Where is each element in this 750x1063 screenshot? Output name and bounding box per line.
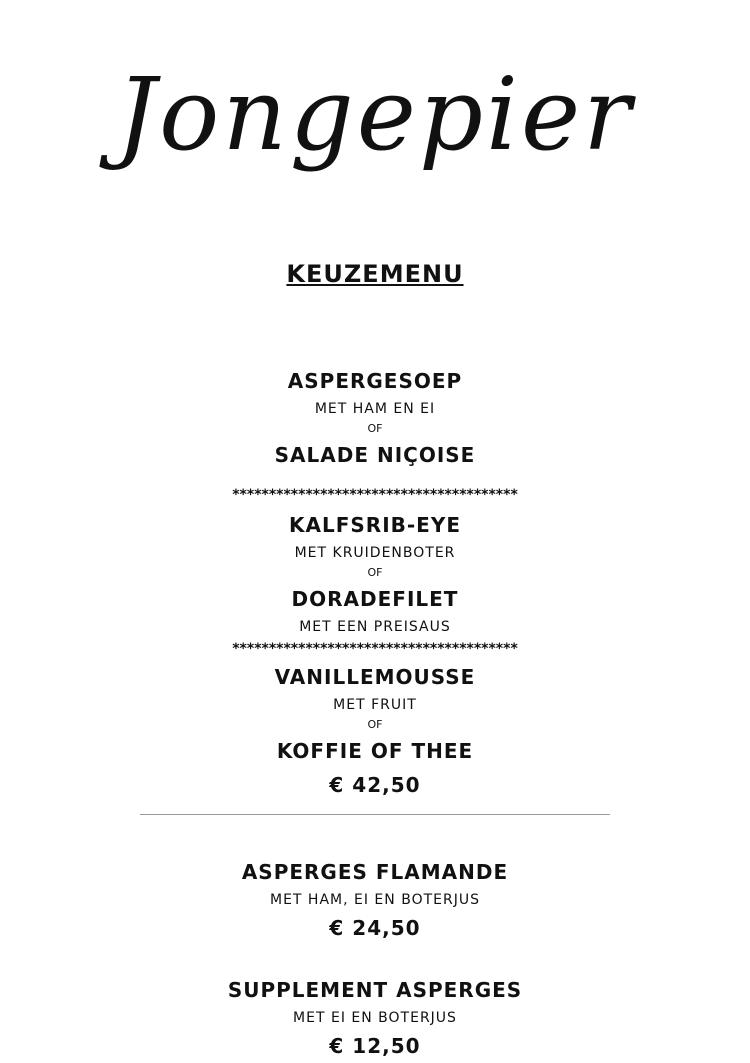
dish-name: ASPERGESOEP [287,369,463,393]
course-separator: *************************************** [232,487,518,503]
extra-item [0,973,750,1063]
dish-name: KALFSRIB-EYE [289,513,461,537]
course-starter [0,364,750,472]
dish-description: MET EEN PREISAUS [299,619,451,635]
extra-item [0,855,750,945]
course-main [0,508,750,638]
extra-description: MET HAM, EI EN BOTERJUS [270,892,480,908]
dish-description: MET KRUIDENBOTER [294,545,456,561]
dish-name: SALADE NIÇOISE [274,443,476,467]
extra-name: SUPPLEMENT ASPERGES [227,978,523,1002]
menu-card [0,254,750,1063]
extra-description: MET EI EN BOTERJUS [293,1010,457,1026]
extra-price: € 24,50 [329,916,421,940]
divider [140,814,610,815]
menu-price: € 42,50 [329,773,421,797]
dish-name: VANILLEMOUSSE [274,665,476,689]
course-separator: *************************************** [232,641,518,657]
section-title: KEUZEMENU [286,260,464,288]
extra-price: € 12,50 [329,1034,421,1058]
or-label: OF [367,718,383,731]
extra-name: ASPERGES FLAMANDE [241,860,509,884]
course-dessert [0,660,750,768]
dish-description: MET FRUIT [333,697,417,713]
dish-description: MET HAM EN EI [314,401,436,417]
spacer [0,945,750,973]
or-label: OF [367,422,383,435]
dish-name: DORADEFILET [291,587,459,611]
or-label: OF [367,566,383,579]
restaurant-logo: Jongepier [116,56,634,173]
dish-name: KOFFIE OF THEE [276,739,474,763]
